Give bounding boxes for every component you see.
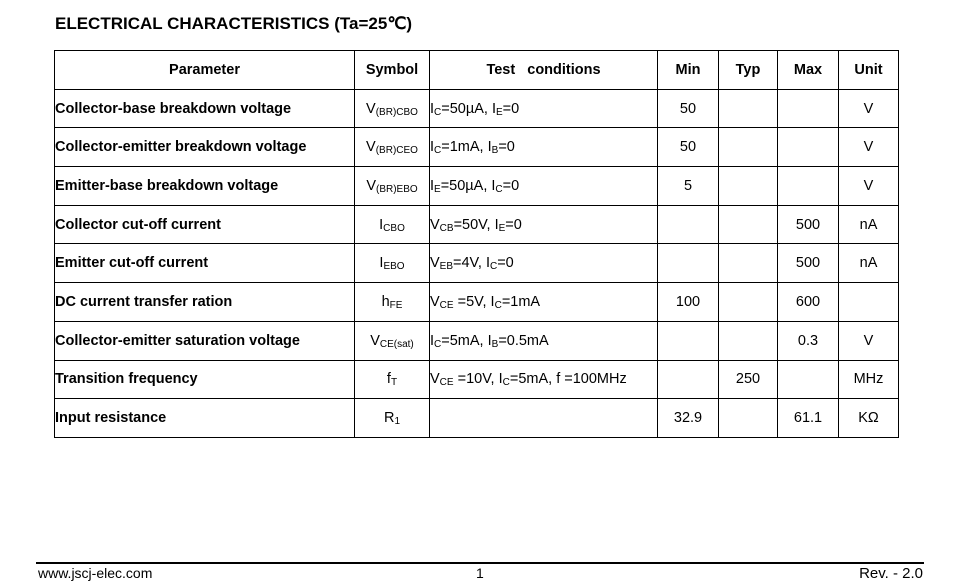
subscript-text: E: [495, 106, 503, 118]
subscript-text: CB: [439, 222, 454, 234]
header-unit: Unit: [839, 51, 899, 90]
unit-cell: MHz: [839, 360, 899, 399]
table-row: [55, 360, 899, 399]
inline-text: =50µA, I: [441, 100, 496, 117]
inline-text: V: [430, 255, 440, 272]
footer-website: www.jscj-elec.com: [38, 565, 153, 581]
table-header-row: [55, 51, 899, 90]
typ-cell: [719, 205, 778, 244]
header-parameter: Parameter: [55, 51, 355, 90]
symbol-cell: [355, 321, 430, 360]
unit-cell: V: [839, 167, 899, 206]
inline-text: I: [379, 255, 384, 272]
inline-text: =10V, I: [453, 371, 503, 388]
inline-text: I: [430, 100, 435, 117]
symbol-cell: [355, 399, 430, 438]
max-cell: 61.1: [778, 399, 839, 438]
subscript-text: B: [491, 145, 499, 157]
inline-text: =5V, I: [453, 293, 495, 310]
subscript-text: B: [491, 338, 499, 350]
inline-text: h: [381, 293, 390, 310]
inline-text: I: [430, 332, 435, 349]
subscript-text: (BR)EBO: [376, 183, 418, 195]
inline-text: =1mA, I: [441, 139, 492, 156]
subscript-text: CE: [439, 377, 454, 389]
table-row: [55, 205, 899, 244]
typ-cell: [719, 244, 778, 283]
inline-text: =0: [505, 216, 522, 233]
min-cell: 50: [658, 89, 719, 128]
min-cell: [658, 360, 719, 399]
inline-text: V: [366, 100, 376, 117]
inline-text: V: [366, 177, 376, 194]
header-symbol: Symbol: [355, 51, 430, 90]
symbol-cell: [355, 89, 430, 128]
table-body: [55, 89, 899, 437]
conditions-cell: [430, 167, 658, 206]
typ-cell: [719, 283, 778, 322]
parameter-cell: Emitter cut-off current: [55, 244, 355, 283]
subscript-text: EBO: [383, 261, 405, 273]
typ-cell: [719, 321, 778, 360]
conditions-cell: [430, 205, 658, 244]
subscript-text: (BR)CBO: [375, 106, 418, 118]
conditions-cell: [430, 283, 658, 322]
conditions-cell: [430, 399, 658, 438]
unit-cell: V: [839, 128, 899, 167]
subscript-text: T: [390, 377, 398, 389]
unit-cell: [839, 283, 899, 322]
parameter-cell: Emitter-base breakdown voltage: [55, 167, 355, 206]
inline-text: f: [386, 371, 391, 388]
typ-cell: [719, 399, 778, 438]
inline-text: =1mA: [501, 293, 541, 310]
min-cell: 50: [658, 128, 719, 167]
parameter-cell: Collector-base breakdown voltage: [55, 89, 355, 128]
min-cell: [658, 244, 719, 283]
unit-cell: nA: [839, 244, 899, 283]
min-cell: 5: [658, 167, 719, 206]
conditions-cell: [430, 128, 658, 167]
inline-text: =4V, I: [453, 255, 490, 272]
subscript-text: C: [502, 377, 510, 389]
header-min: Min: [658, 51, 719, 90]
max-cell: 500: [778, 244, 839, 283]
subscript-text: CE(sat): [379, 338, 414, 350]
inline-text: =5mA, f =100MHz: [509, 371, 627, 388]
min-cell: 100: [658, 283, 719, 322]
footer-revision: Rev. - 2.0: [859, 565, 923, 582]
subscript-text: CBO: [383, 222, 405, 234]
inline-text: V: [430, 371, 440, 388]
subscript-text: C: [489, 261, 498, 273]
typ-cell: [719, 128, 778, 167]
inline-text: =50µA, I: [440, 177, 496, 194]
header-conditions: Test conditions: [430, 51, 658, 90]
parameter-cell: Transition frequency: [55, 360, 355, 399]
subscript-text: C: [434, 145, 442, 157]
subscript-text: E: [434, 183, 441, 195]
subscript-text: FE: [389, 299, 403, 311]
subscript-text: CE: [439, 299, 454, 311]
subscript-text: (BR)CEO: [375, 145, 418, 157]
inline-text: =5mA, I: [441, 332, 492, 349]
inline-text: =50V, I: [453, 216, 499, 233]
inline-text: =0.5mA: [498, 332, 549, 349]
electrical-characteristics-table: [54, 50, 899, 438]
inline-text: V: [430, 293, 440, 310]
subscript-text: 1: [394, 416, 401, 428]
header-typ: Typ: [719, 51, 778, 90]
subscript-text: C: [434, 338, 442, 350]
table-row: [55, 283, 899, 322]
subscript-text: C: [494, 299, 502, 311]
inline-text: I: [430, 177, 435, 194]
inline-text: V: [366, 139, 376, 156]
header-max: Max: [778, 51, 839, 90]
max-cell: 500: [778, 205, 839, 244]
conditions-cell: [430, 360, 658, 399]
subscript-text: E: [498, 222, 506, 234]
parameter-cell: Collector-emitter saturation voltage: [55, 321, 355, 360]
symbol-cell: [355, 128, 430, 167]
parameter-cell: Collector-emitter breakdown voltage: [55, 128, 355, 167]
inline-text: =0: [502, 100, 520, 117]
min-cell: 32.9: [658, 399, 719, 438]
unit-cell: KΩ: [839, 399, 899, 438]
max-cell: [778, 360, 839, 399]
typ-cell: 250: [719, 360, 778, 399]
unit-cell: V: [839, 321, 899, 360]
table-row: [55, 321, 899, 360]
symbol-cell: [355, 283, 430, 322]
parameter-cell: Input resistance: [55, 399, 355, 438]
subscript-text: C: [434, 106, 442, 118]
min-cell: [658, 321, 719, 360]
footer-page-number: 1: [476, 565, 484, 581]
conditions-cell: [430, 89, 658, 128]
max-cell: [778, 167, 839, 206]
table-row: [55, 128, 899, 167]
inline-text: R: [383, 410, 395, 427]
conditions-cell: [430, 244, 658, 283]
symbol-cell: [355, 244, 430, 283]
table-row: [55, 89, 899, 128]
inline-text: I: [430, 139, 435, 156]
section-title: ELECTRICAL CHARACTERISTICS (Ta=25℃): [55, 14, 413, 33]
inline-text: =0: [498, 139, 515, 156]
inline-text: V: [370, 332, 380, 349]
symbol-cell: [355, 205, 430, 244]
inline-text: =0: [497, 255, 514, 272]
inline-text: V: [430, 216, 440, 233]
typ-cell: [719, 167, 778, 206]
typ-cell: [719, 89, 778, 128]
max-cell: [778, 128, 839, 167]
footer-divider: [36, 562, 924, 564]
min-cell: [658, 205, 719, 244]
table-row: [55, 167, 899, 206]
unit-cell: nA: [839, 205, 899, 244]
symbol-cell: [355, 167, 430, 206]
max-cell: [778, 89, 839, 128]
table-row: [55, 399, 899, 438]
max-cell: 0.3: [778, 321, 839, 360]
max-cell: 600: [778, 283, 839, 322]
table-row: [55, 244, 899, 283]
inline-text: I: [379, 216, 384, 233]
symbol-cell: [355, 360, 430, 399]
parameter-cell: Collector cut-off current: [55, 205, 355, 244]
parameter-cell: DC current transfer ration: [55, 283, 355, 322]
inline-text: =0: [502, 177, 520, 194]
unit-cell: V: [839, 89, 899, 128]
subscript-text: C: [495, 183, 503, 195]
conditions-cell: [430, 321, 658, 360]
subscript-text: EB: [439, 261, 454, 273]
